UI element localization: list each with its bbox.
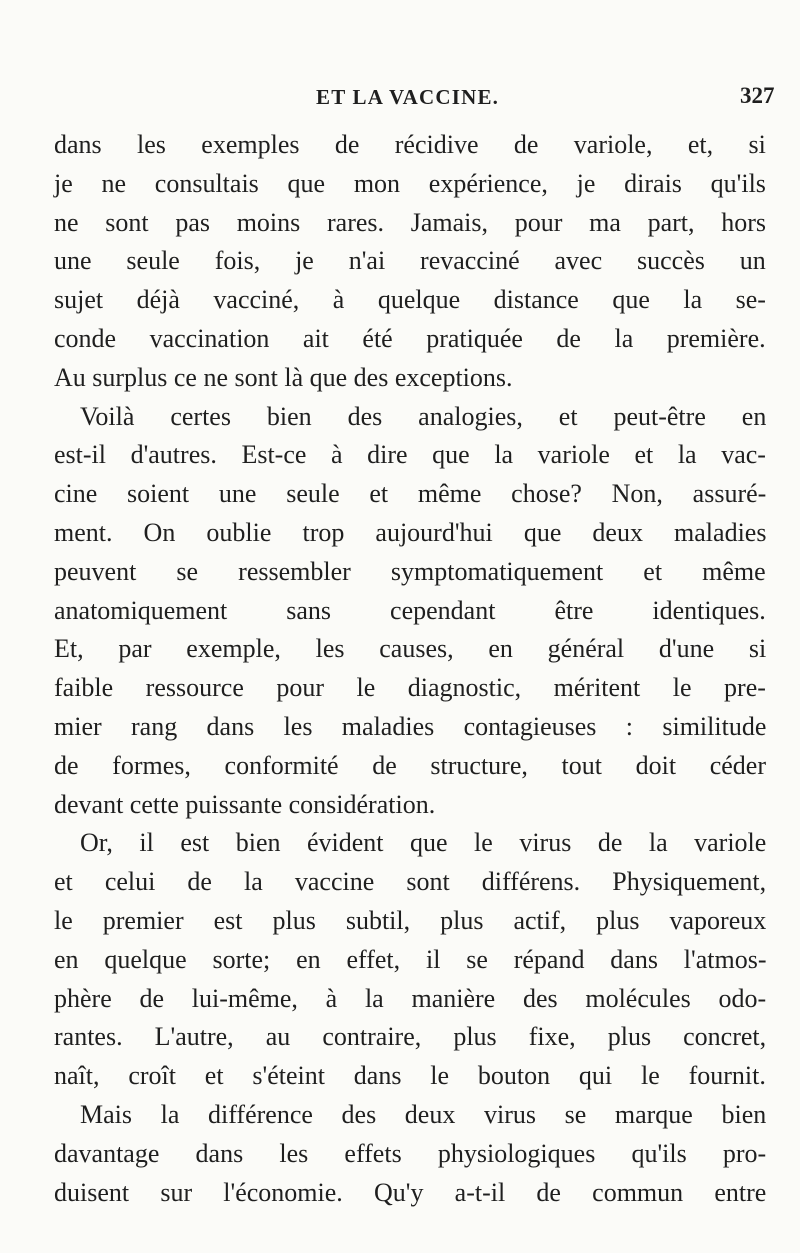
text-line: Et, par exemple, les causes, en général d'une si — [54, 634, 767, 664]
text-line: le premier est plus subtil, plus actif, plus vaporeux — [54, 906, 767, 935]
text-line: ment. On oublie trop aujourd'hui que deux maladies — [54, 518, 767, 547]
text-line: naît, croît et s'éteint dans le bouton qui le fournit. — [54, 1061, 766, 1091]
page-number: 327 — [740, 83, 775, 108]
text-line: rantes. L'autre, au contraire, plus fixe, plus concret, — [54, 1022, 767, 1052]
text-line: devant cette puissante considération. — [54, 789, 436, 819]
text-line: je ne consultais que mon expérience, je dirais qu'ils — [54, 168, 766, 198]
text-line: conde vaccination ait été pratiquée de la première. — [54, 324, 766, 353]
text-line: faible ressource pour le diagnostic, méritent le pre- — [54, 673, 766, 703]
text-line: est-il d'autres. Est-ce à dire que la variole et la vac- — [54, 440, 766, 470]
text-line: davantage dans les effets physiologiques qu'ils pro- — [54, 1138, 767, 1168]
text-line: Mais la différence des deux virus se marque bien — [80, 1100, 767, 1129]
text-line: ne sont pas moins rares. Jamais, pour ma part, hors — [54, 207, 767, 237]
text-line: Au surplus ce ne sont là que des exceptions. — [54, 362, 513, 392]
text-line: dans les exemples de récidive de variole, et, si — [54, 130, 766, 159]
running-title: ET LA VACCINE. — [316, 85, 500, 109]
text-line: une seule fois, je n'ai revacciné avec succès un — [54, 246, 766, 276]
running-head — [0, 85, 800, 115]
text-line: Voilà certes bien des analogies, et peut-être en — [80, 401, 767, 431]
text-line: cine soient une seule et même chose? Non, assuré- — [54, 479, 767, 509]
text-line: sujet déjà vacciné, à quelque distance que la se- — [54, 285, 766, 315]
text-line: phère de lui-même, à la manière des molécules odo- — [54, 983, 767, 1013]
text-line: en quelque sorte; en effet, il se répand dans l'atmos- — [54, 944, 767, 974]
text-line: mier rang dans les maladies contagieuses : similitude — [54, 712, 767, 741]
text-line: anatomiquement sans cependant être identiques. — [54, 595, 766, 625]
text-line: peuvent se ressembler symptomatiquement et même — [54, 556, 766, 586]
text-line: de formes, conformité de structure, tout doit céder — [54, 750, 766, 780]
text-line: et celui de la vaccine sont différens. Physiquement, — [54, 867, 767, 897]
text-line: Or, il est bien évident que le virus de la variole — [80, 828, 767, 858]
text-line: duisent sur l'économie. Qu'y a-t-il de commun entre — [54, 1177, 767, 1207]
